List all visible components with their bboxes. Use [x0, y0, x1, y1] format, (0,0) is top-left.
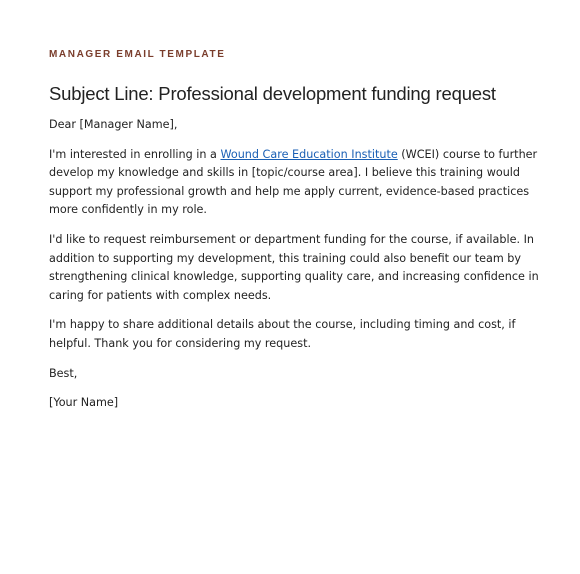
email-body [49, 116, 539, 413]
paragraph-enrollment-rest: (WCEI) course to further develop my knowledge and skills in [topic/course area]. I believe this training would support my professional growth and help me apply current, evidence-based practices more confidently in my role. [49, 147, 538, 217]
subject-line: Subject Line: Professional development funding request [49, 83, 496, 104]
paragraph-enrollment-intro: I'm interested in enrolling in a [49, 147, 221, 161]
paragraph-enrollment [49, 146, 539, 220]
greeting: Dear [Manager Name], [49, 118, 178, 131]
email-template-document [49, 48, 539, 424]
signature-placeholder: [Your Name] [49, 396, 119, 410]
paragraph-closing-offer: I'm happy to share additional details about the course, including timing and cost, if helpful. Thank you for considering my request. [49, 318, 516, 350]
paragraph-funding-request: I'd like to request reimbursement or department funding for the course, if available. In addition to supporting my development, this training could also benefit our team by strengthening clinical knowledge, supporting quality care, and increasing confidence in caring for patients with complex needs. [49, 232, 539, 302]
template-label: MANAGER EMAIL TEMPLATE [49, 49, 226, 60]
closing-salutation: Best, [49, 366, 78, 380]
wcei-link[interactable]: Wound Care Education Institute [220, 147, 398, 161]
